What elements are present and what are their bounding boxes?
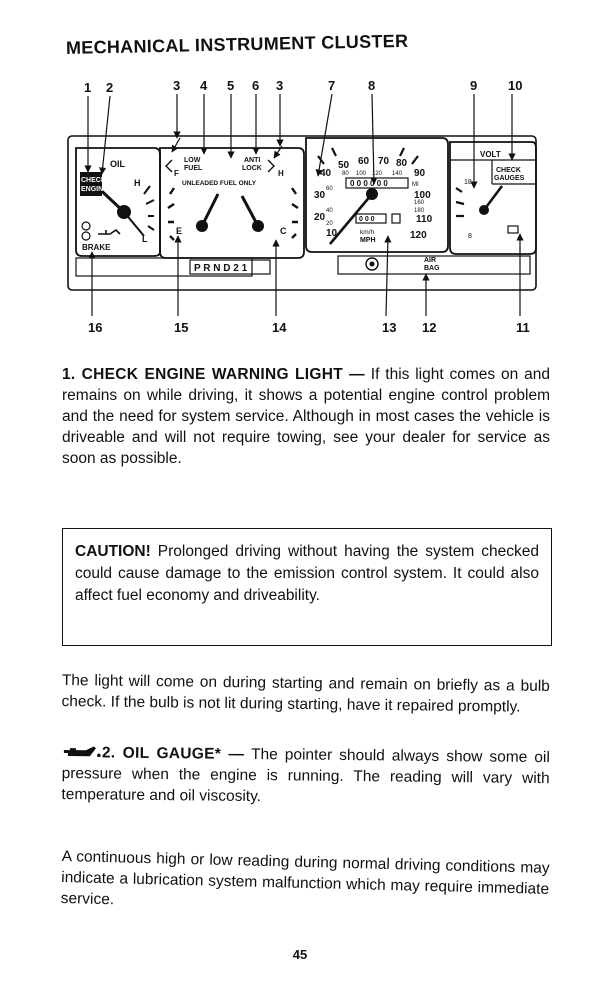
speedo-major-100: 100: [414, 190, 431, 201]
callout-6: 6: [252, 78, 260, 93]
speedo-minor-160: 160: [414, 200, 425, 206]
callout-13: 13: [382, 320, 397, 335]
kmh-label: km/h: [360, 229, 375, 236]
speedo-major-40: 40: [320, 168, 332, 179]
speedo-major-70: 70: [378, 156, 390, 167]
page-number: 45: [292, 947, 308, 962]
callout-9: 9: [470, 78, 478, 93]
caution-text: [75, 541, 539, 607]
speedo-major-90: 90: [414, 168, 426, 179]
callout-16: 16: [88, 320, 103, 335]
mph-label: MPH: [360, 237, 376, 244]
caution-body: Prolonged driving without having the system checked could cause damage to the emission control system. It could also affect fuel economy and driveability.: [75, 543, 539, 604]
check-engine-body: If this light comes on and remains on while driving, it shows a potential engine control problem and the need for system service. Although in most cases the vehicle is driveable and will not require towing, see your dealer for service as soon as possible.: [62, 366, 550, 467]
oil-gauge-paragraph: [61, 742, 550, 810]
odometer-readout: 0 0 0 0 0 0: [350, 179, 388, 188]
check-engine-label-1: CHECK: [81, 177, 106, 184]
caution-box: [62, 528, 552, 646]
cluster-housing: [68, 136, 536, 290]
check-gauges-label-1: CHECK: [496, 167, 521, 174]
volt-8-label: 8: [468, 233, 472, 240]
oil-label: OIL: [110, 159, 125, 169]
unleaded-fuel-only-label: UNLEADED FUEL ONLY: [182, 180, 257, 187]
callout-8: 8: [368, 78, 376, 93]
speedo-major-10: 10: [326, 228, 338, 239]
air-bag-label-2: BAG: [424, 265, 440, 272]
speedo-minor-40: 40: [326, 208, 333, 214]
speedo-minor-20: 20: [326, 221, 333, 227]
anti-lock-label-2: LOCK: [242, 165, 262, 172]
instrument-cluster-diagram: [62, 76, 542, 336]
callout-11: 11: [516, 320, 530, 335]
callout-7: 7: [328, 78, 336, 93]
speedo-major-30: 30: [314, 190, 326, 201]
callout-3: 3: [173, 78, 181, 93]
volt-label: VOLT: [480, 150, 501, 159]
air-bag-label-1: AIR: [424, 257, 437, 264]
temp-h-label: H: [278, 169, 284, 178]
oil-h-label: H: [134, 178, 141, 188]
mi-label: MI: [412, 182, 419, 188]
air-bag-light: [366, 257, 440, 272]
oil-can-icon: [62, 744, 102, 760]
page-title: MECHANICAL INSTRUMENT CLUSTER: [65, 30, 409, 58]
continuous-reading-paragraph: A continuous high or low reading during normal driving conditions may indicate a lubrication system malfunction which may require immediate service.: [60, 847, 550, 909]
bulb-check-paragraph: The light will come on during starting and remain on briefly as a bulb check. If the bulb is not lit during starting, have it repaired promptly.: [61, 671, 550, 716]
callout-4: 4: [200, 78, 208, 93]
check-gauges-label-2: GAUGES: [494, 175, 525, 182]
gear-indicator: [190, 260, 270, 274]
speedo-major-120: 120: [410, 230, 427, 241]
speedo-major-80: 80: [396, 158, 408, 169]
callout-15: 15: [174, 320, 189, 335]
low-fuel-label-1: LOW: [184, 157, 201, 164]
speedo-minor-120: 120: [372, 171, 383, 177]
callout-3b: 3: [276, 78, 284, 93]
speedo-minor-100: 100: [356, 171, 367, 177]
brake-oil-icons: [82, 222, 120, 240]
speedo-minor-140: 140: [392, 171, 403, 177]
temp-c-label: C: [280, 226, 287, 236]
speedo-minor-60: 60: [326, 186, 333, 192]
fuel-temp-labels: [174, 157, 287, 236]
callout-5: 5: [227, 78, 235, 93]
fuel-f-label: F: [174, 169, 179, 178]
check-engine-label-2: ENGINE: [81, 186, 108, 193]
callout-numbers-top: [84, 78, 522, 95]
speedo-major-110: 110: [416, 214, 433, 225]
callout-12: 12: [422, 320, 437, 335]
oil-gauge-body: The pointer should always show some oil pressure when the engine is running. The reading will vary with temperature and oil viscosity.: [61, 745, 550, 806]
callout-14: 14: [272, 320, 287, 335]
brake-label: BRAKE: [82, 243, 111, 252]
check-engine-heading: 1. CHECK ENGINE WARNING LIGHT —: [62, 366, 365, 383]
speedo-minor-180: 180: [414, 208, 425, 214]
callout-10: 10: [508, 78, 523, 93]
trip-readout: 0 0 0: [359, 216, 375, 223]
callout-1: 1: [84, 80, 92, 95]
prnd-label: P R N D 2 1: [194, 263, 248, 274]
speedo-major-60: 60: [358, 156, 370, 167]
volt-18-label: 18: [464, 179, 472, 186]
speedo-major-20: 20: [314, 212, 326, 223]
caution-heading: CAUTION!: [75, 543, 151, 560]
callout-numbers-bottom: [88, 320, 530, 335]
low-fuel-label-2: FUEL: [184, 165, 203, 172]
callout-2: 2: [106, 80, 114, 95]
fuel-temp-gauge-pod: [160, 148, 304, 258]
fuel-e-label: E: [176, 226, 183, 236]
speedo-minor-80: 80: [342, 171, 349, 177]
oil-l-label: L: [142, 234, 148, 244]
anti-lock-label-1: ANTI: [244, 157, 261, 164]
oil-gauge-heading: 2. OIL GAUGE* —: [101, 744, 245, 763]
speedo-major-50: 50: [338, 160, 350, 171]
check-engine-paragraph: [62, 364, 550, 469]
